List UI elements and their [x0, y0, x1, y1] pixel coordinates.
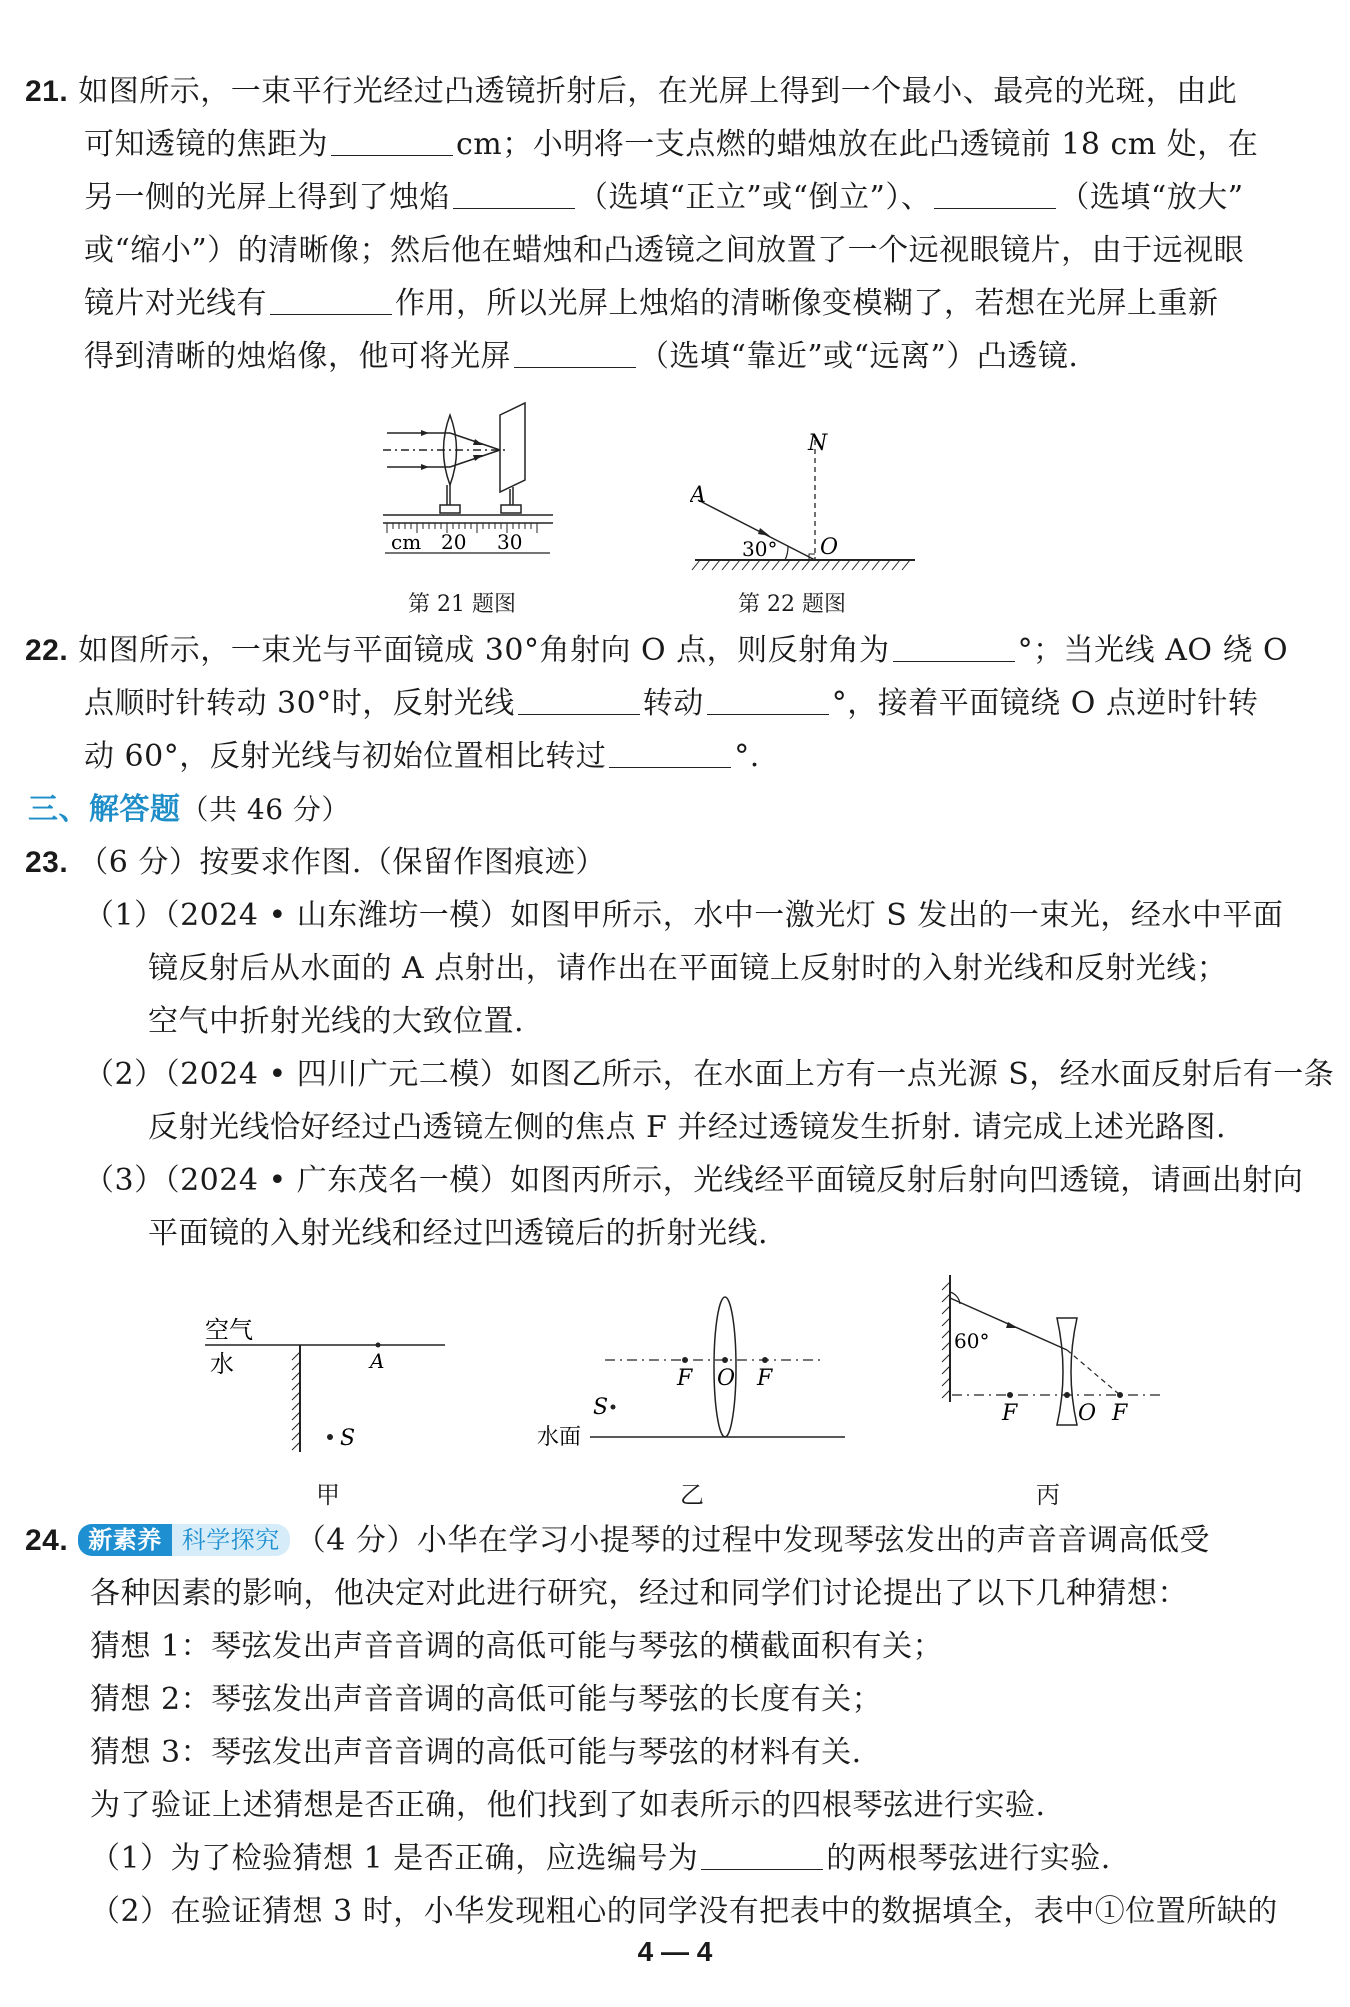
- focus-label-right-f: F: [757, 1366, 773, 1391]
- q23-part3-line2: 平面镜的入射光线和经过凹透镜后的折射光线.: [148, 1216, 769, 1251]
- answer-blank[interactable]: [270, 288, 392, 315]
- answer-blank[interactable]: [609, 741, 731, 768]
- q24-guess3: 猜想 3：琴弦发出声音音调的高低可能与琴弦的材料有关.: [90, 1735, 862, 1770]
- focus-label-left-f: F: [677, 1366, 693, 1391]
- q23-part2-line2: 反射光线恰好经过凸透镜左侧的焦点 F 并经过透镜发生折射. 请完成上述光路图.: [148, 1110, 1226, 1145]
- answer-blank[interactable]: [453, 182, 575, 209]
- answer-blank[interactable]: [893, 635, 1015, 662]
- ruler-tick-20: 20: [441, 530, 467, 554]
- figure-21-caption: 第 21 题图: [408, 592, 516, 617]
- normal-label-n: N: [808, 431, 828, 456]
- q21-line5: 镜片对光线有 作用，所以光屏上烛焰的清晰像变模糊了，若想在光屏上重新: [84, 286, 1219, 321]
- q24-sub1: （1）为了检验猜想 1 是否正确，应选编号为 的两根琴弦进行实验.: [90, 1841, 1111, 1876]
- q21-number: 21.: [25, 75, 69, 108]
- figure-23-bing-caption: 丙: [1036, 1481, 1060, 1509]
- ray-label-a: A: [690, 483, 706, 508]
- q21-line1: 21. 如图所示，一束平行光经过凸透镜折射后，在光屏上得到一个最小、最亮的光斑，由此: [25, 74, 1238, 109]
- q24-guess1: 猜想 1：琴弦发出声音音调的高低可能与琴弦的横截面积有关；: [90, 1629, 944, 1664]
- q23-part2-line1: （2）（2024 • 四川广元二模）如图乙所示，在水面上方有一点光源 S，经水面反射后有一条: [84, 1057, 1335, 1092]
- focus-label-left-f: F: [1002, 1401, 1018, 1426]
- q22-line2: 点顺时针转动 30°时，反射光线 转动 °，接着平面镜绕 O 点逆时针转: [84, 686, 1259, 721]
- figure-23-jia-caption: 甲: [316, 1481, 340, 1509]
- answer-blank[interactable]: [707, 688, 829, 715]
- angle-label-30: 30°: [742, 537, 778, 561]
- q23-part1-line2: 镜反射后从水面的 A 点射出，请作出在平面镜上反射时的入射光线和反射光线；: [148, 951, 1228, 986]
- point-label-o: O: [820, 535, 839, 560]
- q23-part3-line1: （3）（2024 • 广东茂名一模）如图丙所示，光线经平面镜反射后射向凹透镜，请画出射向: [84, 1163, 1304, 1198]
- figure-23-jia: [200, 1300, 455, 1475]
- q21-line3: 另一侧的光屏上得到了烛焰 （选填“正立”或“倒立”）、 （选填“放大”: [84, 180, 1244, 215]
- section-title: 三、解答题: [28, 792, 181, 827]
- q21-line2: 可知透镜的焦距为 cm；小明将一支点燃的蜡烛放在此凸透镜前 18 cm 处，在: [84, 127, 1259, 162]
- center-label-o: O: [717, 1366, 736, 1391]
- answer-blank[interactable]: [701, 1843, 823, 1870]
- q23-number: 23.: [25, 846, 69, 879]
- tag-science-inquiry: 科学探究: [172, 1524, 290, 1556]
- ruler-unit-label: cm: [391, 530, 422, 554]
- q24-sub2: （2）在验证猜想 3 时，小华发现粗心的同学没有把表中的数据填全，表中①位置所缺的: [90, 1894, 1278, 1929]
- q24-number: 24.: [25, 1524, 69, 1557]
- q24-line1: 24. 新素养 科学探究 （4 分）小华在学习小提琴的过程中发现琴弦发出的声音音调高低受: [25, 1523, 1210, 1558]
- q23-part1-line1: （1）（2024 • 山东潍坊一模）如图甲所示，水中一激光灯 S 发出的一束光，经水中平面: [84, 898, 1284, 933]
- answer-blank[interactable]: [514, 341, 636, 368]
- q24-guess2: 猜想 2：琴弦发出声音音调的高低可能与琴弦的长度有关；: [90, 1682, 883, 1717]
- figure-23-yi: [535, 1292, 855, 1472]
- q23-part1-line3: 空气中折射光线的大致位置.: [148, 1004, 525, 1039]
- figure-22-plane-mirror: [690, 430, 920, 575]
- answer-blank[interactable]: [331, 129, 453, 156]
- page-number: 4 — 4: [637, 1936, 713, 1967]
- figure-23-yi-caption: 乙: [680, 1481, 704, 1509]
- figure-23-bing: [930, 1270, 1170, 1470]
- q23-head: 23. （6 分）按要求作图.（保留作图痕迹）: [25, 845, 606, 880]
- label-water: 水: [210, 1350, 234, 1378]
- ruler-tick-30: 30: [497, 530, 523, 554]
- focus-label-right-f: F: [1112, 1401, 1128, 1426]
- point-label-a: A: [370, 1349, 385, 1373]
- tag-new-literacy: 新素养: [78, 1524, 172, 1556]
- figure-22-caption: 第 22 题图: [738, 592, 846, 617]
- angle-label-60: 60°: [954, 1329, 990, 1353]
- q21-line6: 得到清晰的烛焰像，他可将光屏 （选填“靠近”或“远离”）凸透镜.: [84, 339, 1079, 374]
- source-label-s: S: [593, 1395, 609, 1420]
- q22-number: 22.: [25, 634, 69, 667]
- answer-blank[interactable]: [934, 182, 1056, 209]
- section-score: （共 46 分）: [180, 793, 350, 826]
- q24-line3: 为了验证上述猜想是否正确，他们找到了如表所示的四根琴弦进行实验.: [90, 1788, 1046, 1823]
- answer-blank[interactable]: [518, 688, 640, 715]
- figure-21-convex-lens: [375, 395, 565, 575]
- label-air: 空气: [205, 1316, 253, 1344]
- q22-line3: 动 60°，反射光线与初始位置相比转过 °.: [84, 739, 760, 774]
- center-label-o: O: [1078, 1401, 1097, 1426]
- q21-line4: 或“缩小”）的清晰像；然后他在蜡烛和凸透镜之间放置了一个远视眼镜片，由于远视眼: [84, 233, 1245, 268]
- label-water-surface: 水面: [537, 1425, 582, 1450]
- section-3-heading: [28, 790, 350, 830]
- point-label-s: S: [340, 1426, 356, 1451]
- q22-line1: 22. 如图所示，一束光与平面镜成 30°角射向 O 点，则反射角为 °；当光线 AO 绕 O: [25, 633, 1289, 668]
- q24-line2: 各种因素的影响，他决定对此进行研究，经过和同学们讨论提出了以下几种猜想：: [90, 1576, 1188, 1611]
